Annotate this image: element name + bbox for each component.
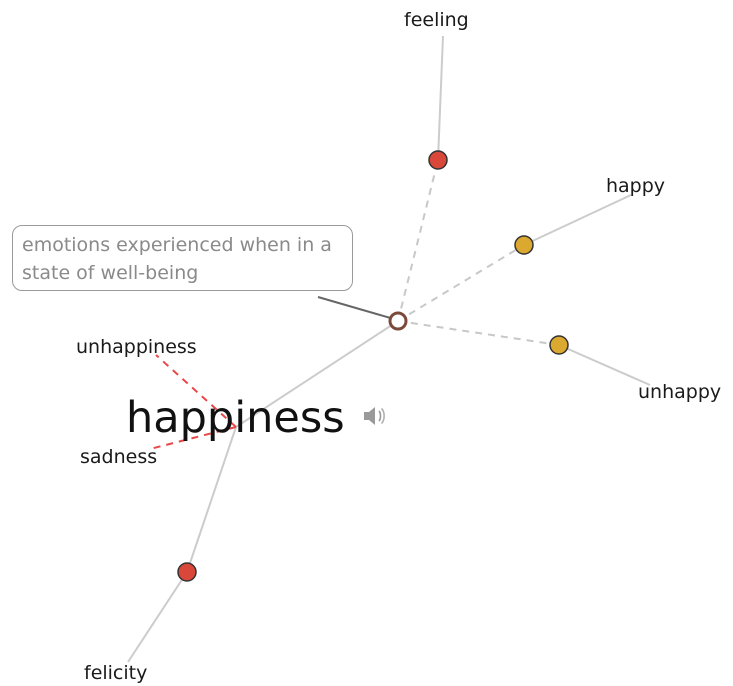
happy-node[interactable]: [515, 236, 533, 254]
feeling-node[interactable]: [429, 151, 447, 169]
word-unhappy[interactable]: unhappy: [638, 381, 722, 403]
dashed-link-hub-to-happy-node: [398, 245, 524, 321]
unhappy-node[interactable]: [550, 336, 568, 354]
link-felicity-node-to-felicity: [128, 572, 187, 662]
definition-tooltip: [12, 225, 353, 291]
word-happy[interactable]: happy: [606, 175, 666, 197]
definition-text: emotions experienced when in a state of well-being: [22, 234, 332, 284]
word-sadness[interactable]: sadness: [80, 446, 158, 468]
link-center-to-felicity-node: [187, 427, 236, 572]
dashed-link-hub-to-unhappy-node: [398, 321, 559, 345]
link-tooltip-to-hub: [318, 297, 394, 319]
link-happy-node-to-happy: [524, 195, 631, 245]
link-unhappy-node-to-unhappy: [559, 345, 650, 385]
sense-hub-node[interactable]: [390, 313, 406, 329]
link-feeling-node-to-feeling: [438, 36, 443, 160]
word-felicity[interactable]: felicity: [84, 662, 148, 684]
headword: happiness: [126, 393, 345, 443]
dashed-link-hub-to-feeling-node: [398, 160, 438, 321]
felicity-node[interactable]: [178, 563, 196, 581]
speaker-icon[interactable]: [360, 403, 388, 429]
word-feeling[interactable]: feeling: [404, 9, 469, 31]
word-unhappiness[interactable]: unhappiness: [76, 336, 197, 358]
